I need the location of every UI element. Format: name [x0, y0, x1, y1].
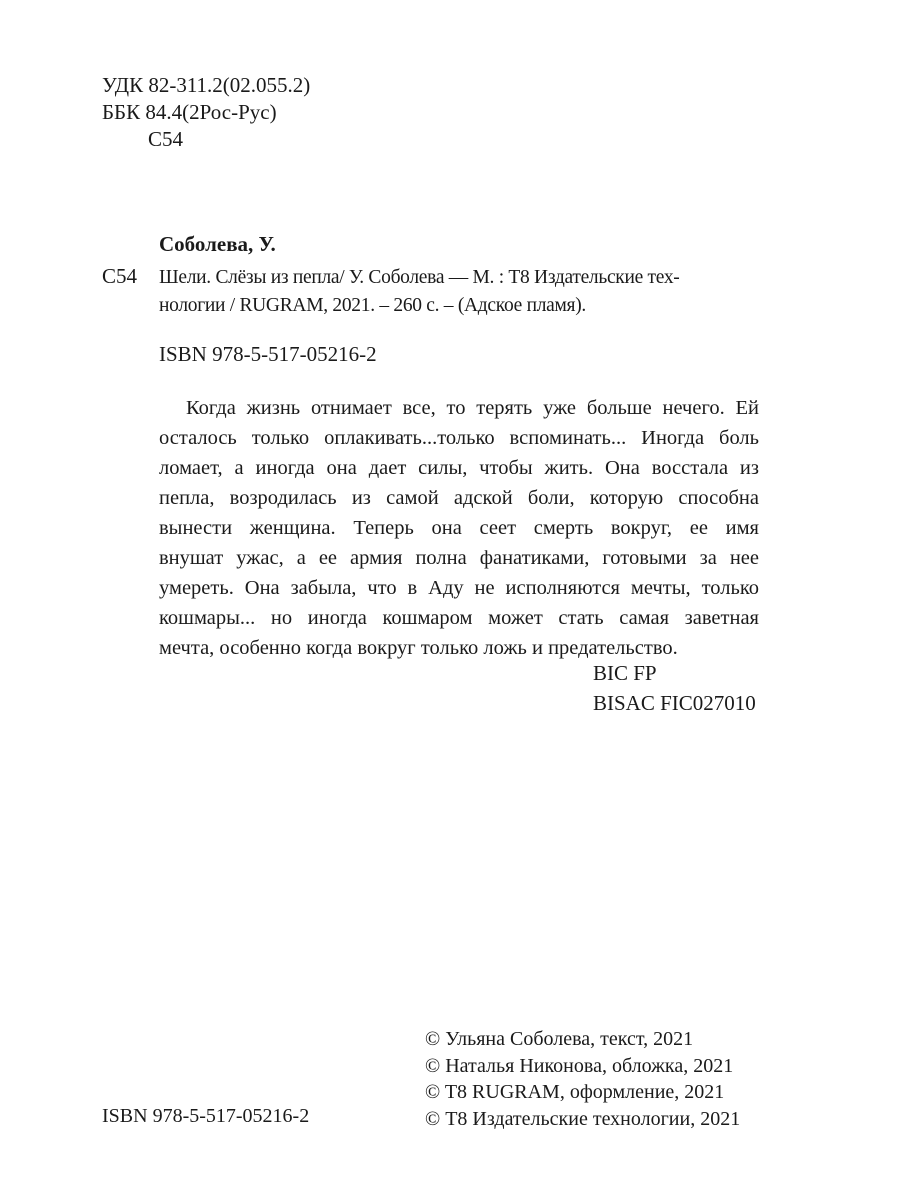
annotation-line: ломает, а иногда она дает силы, чтобы жить. Она восстала из	[159, 457, 759, 479]
annotation-line: мечта, особенно когда вокруг только ложь и предательство.	[159, 637, 678, 659]
classification-block	[102, 72, 310, 153]
copyright-line: © Ульяна Соболева, текст, 2021	[425, 1028, 694, 1050]
copyright-line: © T8 RUGRAM, оформление, 2021	[425, 1081, 725, 1103]
bbk-code: ББК 84.4(2Рос-Рус)	[102, 100, 277, 124]
annotation-line: умереть. Она забыла, что в Аду не исполняются мечты, только	[159, 577, 759, 599]
annotation-text	[159, 393, 759, 663]
biblio-line: нологии / RUGRAM, 2021. – 260 с. – (Адское пламя).	[159, 295, 586, 316]
bisac-code: BISAC FIC027010	[593, 691, 756, 715]
bic-code: BIC FP	[593, 661, 657, 685]
udk-code: УДК 82-311.2(02.055.2)	[102, 73, 311, 97]
annotation-line: вынести женщина. Теперь она сеет смерть вокруг, ее имя	[159, 517, 759, 539]
copyright-notices	[425, 1026, 740, 1132]
isbn-bottom: ISBN 978-5-517-05216-2	[102, 1105, 310, 1127]
annotation-line: внушат ужас, а ее армия полна фанатиками, готовыми за нее	[159, 547, 759, 569]
bibliographic-description	[159, 264, 759, 320]
annotation-line: Когда жизнь отнимает все, то терять уже больше нечего. Ей	[186, 397, 759, 419]
author-heading: Соболева, У.	[159, 232, 276, 256]
isbn-top: ISBN 978-5-517-05216-2	[159, 342, 377, 366]
annotation-line: кошмары... но иногда кошмаром может стать самая заветная	[159, 607, 759, 629]
copyright-line: © Т8 Издательские технологии, 2021	[425, 1107, 741, 1130]
annotation-line: пепла, возродилась из самой адской боли, которую способна	[159, 487, 759, 509]
author-mark-top: С54	[148, 127, 184, 151]
annotation-line: осталось только оплакивать...только вспоминать... Иногда боль	[159, 427, 759, 449]
subject-codes	[593, 658, 756, 718]
copyright-line: © Наталья Никонова, обложка, 2021	[425, 1054, 734, 1077]
biblio-line: Шели. Слёзы из пепла/ У. Соболева — М. : Т8 Издательские тех-	[159, 267, 680, 288]
author-mark-left: С54	[102, 264, 138, 288]
